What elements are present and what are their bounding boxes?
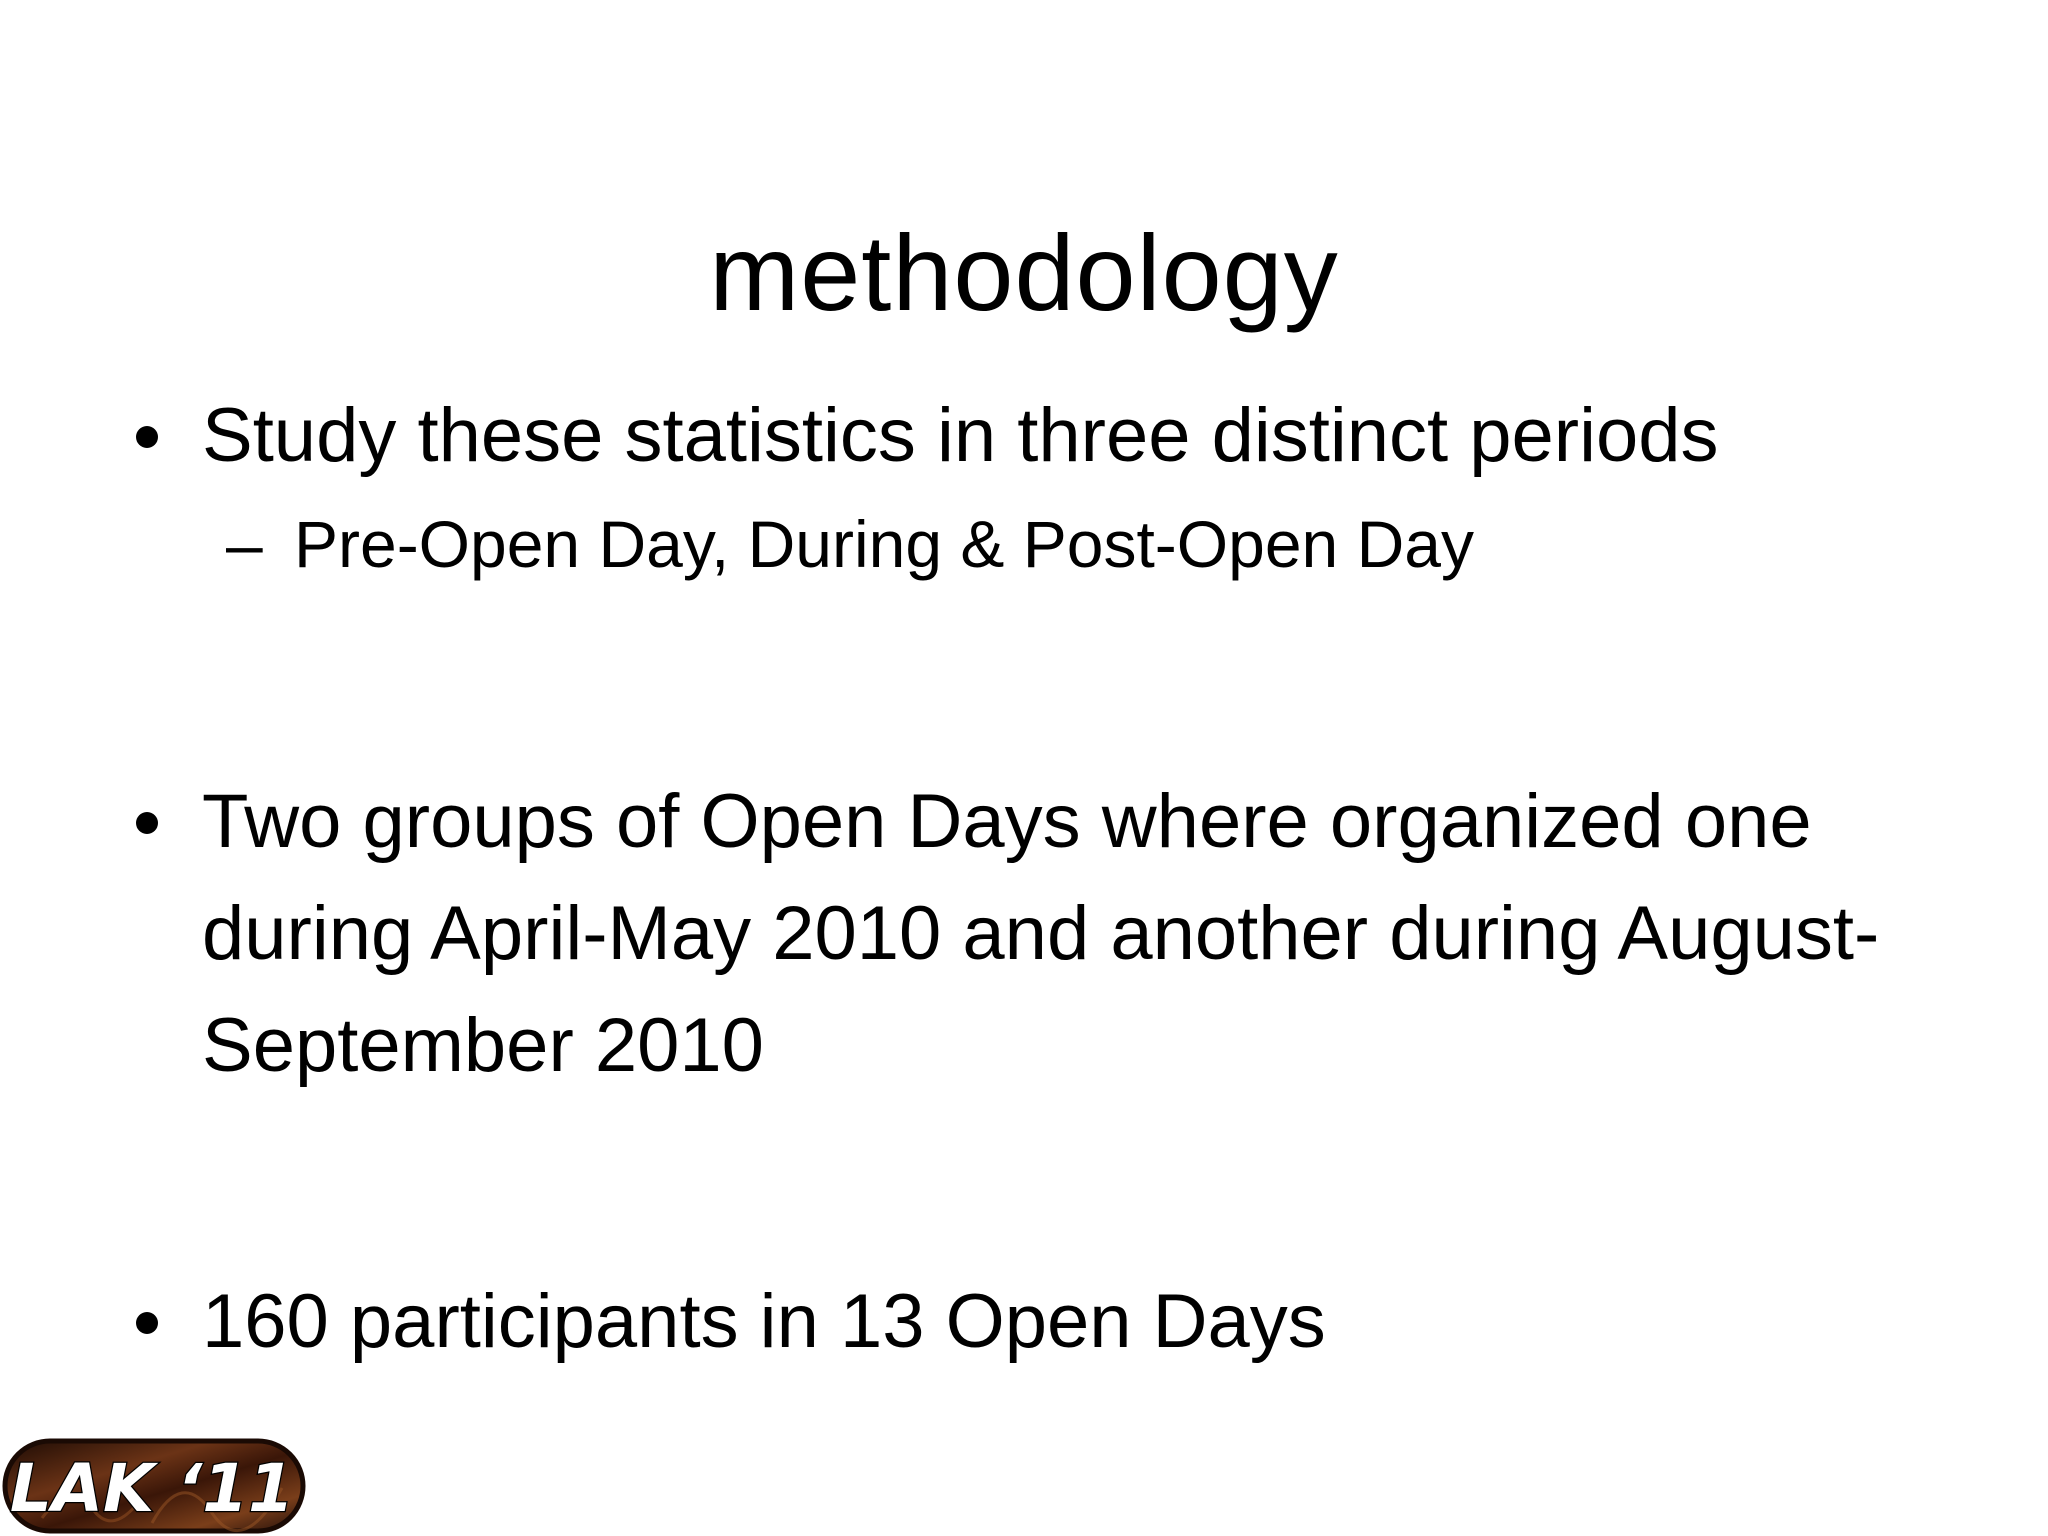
bullet-dot-icon [136, 426, 158, 448]
bullet-dot-icon [136, 812, 158, 834]
sub-bullet-text: Pre-Open Day, During & Post-Open Day [294, 507, 1474, 581]
slide-title: methodology [709, 212, 1339, 334]
bullet-item [130, 380, 1990, 492]
bullet-text: 160 participants in 13 Open Days [202, 1279, 1326, 1364]
logo-text: LAK ‘11 [9, 1450, 295, 1527]
bullet-item [130, 766, 1990, 1102]
bullet-item [130, 1266, 1990, 1378]
bullet-list [130, 380, 1990, 1378]
bullet-dot-icon [136, 1312, 158, 1334]
bullet-text: Study these statistics in three distinct periods [202, 393, 1719, 478]
lak-11-logo [2, 1438, 306, 1534]
bullet-text: Two groups of Open Days where organized one during April-May 2010 and another during August-September 2010 [202, 779, 1880, 1088]
dash-icon: – [226, 507, 263, 581]
sub-bullet-item [130, 496, 1990, 592]
